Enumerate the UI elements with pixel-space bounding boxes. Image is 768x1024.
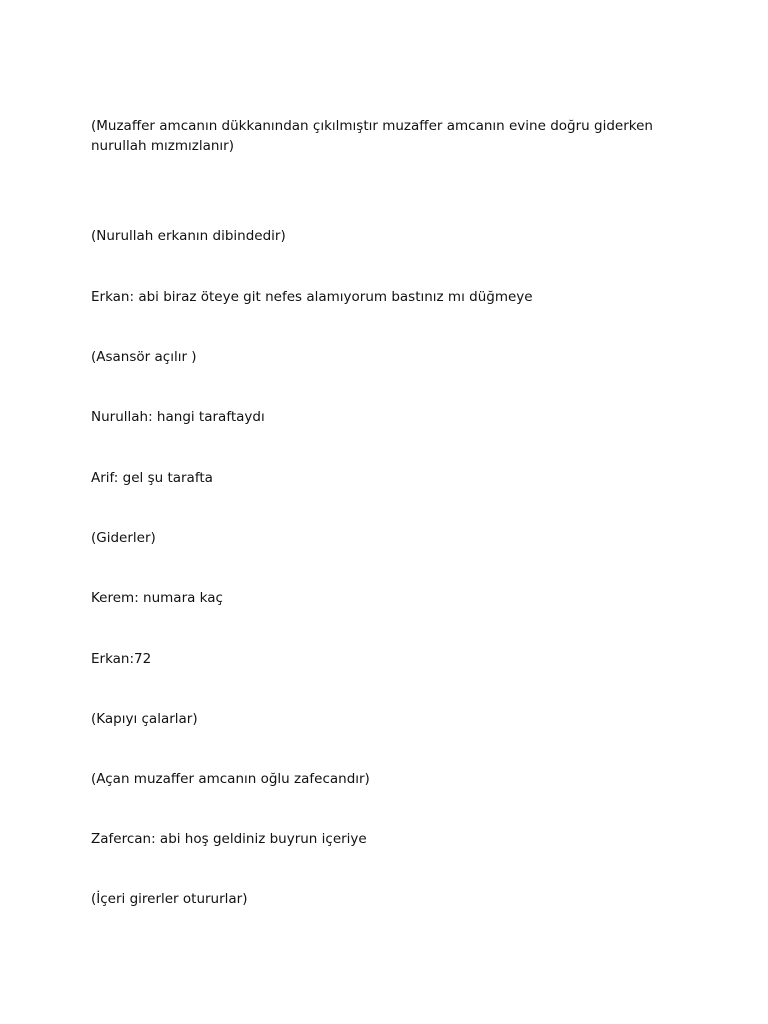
dialogue-line: Arif: gel şu tarafta	[91, 470, 213, 486]
dialogue-line: Nurullah: hangi taraftaydı	[91, 409, 265, 425]
dialogue-line: Kerem: numara kaç	[91, 590, 223, 606]
stage-direction-paragraph: (İçeri girerler otururlar)	[91, 891, 248, 907]
stage-direction-paragraph: (Asansör açılır )	[91, 349, 197, 365]
stage-direction-paragraph: (Muzaffer amcanın dükkanından çıkılmıştır muzaffer amcanın evine doğru giderken nurullah mızmızlanır)	[91, 118, 653, 154]
dialogue-line: Erkan:72	[91, 651, 152, 667]
dialogue-line: Erkan: abi biraz öteye git nefes alamıyorum bastınız mı düğmeye	[91, 289, 533, 305]
dialogue-line: Zafercan: abi hoş geldiniz buyrun içeriye	[91, 831, 367, 847]
stage-direction-paragraph: (Açan muzaffer amcanın oğlu zafecandır)	[91, 771, 370, 787]
stage-direction-paragraph: (Nurullah erkanın dibindedir)	[91, 228, 286, 244]
stage-direction-paragraph: (Giderler)	[91, 530, 156, 546]
stage-direction-paragraph: (Kapıyı çalarlar)	[91, 711, 198, 727]
